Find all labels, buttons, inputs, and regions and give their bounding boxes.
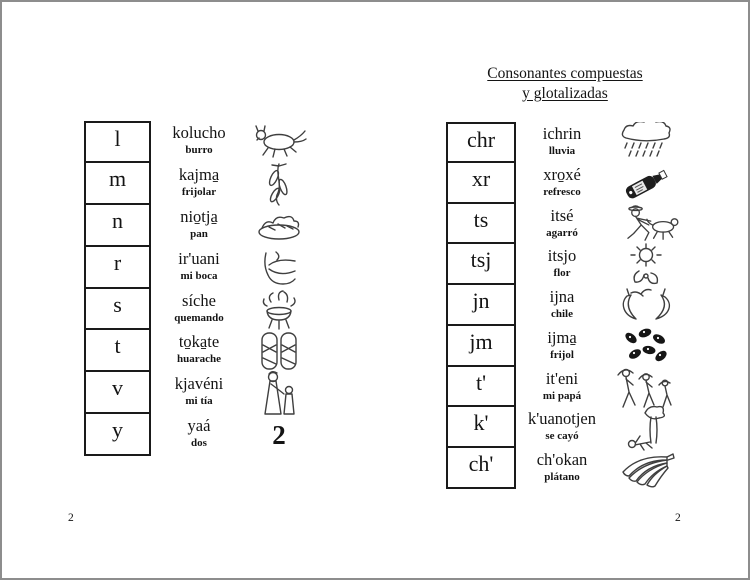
page-number-left: 2 (68, 512, 74, 524)
word-gloss: frijol (550, 348, 574, 361)
table-row (446, 326, 684, 367)
bananas-illustration (608, 448, 684, 489)
numeral-two: 2 (272, 419, 286, 450)
table-row (446, 204, 684, 245)
word-text: to̱ka̱te (178, 332, 220, 352)
word-text: nio̱tja̱ (180, 206, 218, 226)
word-gloss: mi boca (180, 269, 218, 282)
letter-label: xr (471, 165, 491, 191)
compound-consonants-table (446, 122, 684, 489)
beans-illustration (608, 326, 684, 367)
word-cell (516, 122, 608, 163)
word-cell (516, 367, 608, 408)
letter-cell (84, 328, 151, 372)
word-gloss: se cayó (545, 430, 579, 443)
letter-label: jm (469, 328, 493, 354)
word-text: ch'okan (536, 450, 588, 470)
donkey-illustration (247, 121, 311, 163)
burning-pot-illustration (247, 289, 311, 331)
section-header (445, 64, 685, 104)
word-text: xro̱xé (543, 164, 581, 184)
man-catching-animal-illustration (608, 204, 684, 245)
letter-label: t (114, 333, 121, 359)
word-gloss: dos (191, 437, 207, 450)
letter-cell (446, 405, 516, 448)
word-cell (151, 163, 247, 205)
word-text: ijna (549, 287, 575, 307)
mouth-illustration (247, 247, 311, 289)
letter-label: n (112, 207, 123, 233)
letter-label: r (113, 249, 122, 275)
letter-label: t' (475, 369, 487, 395)
letter-cell (84, 161, 151, 205)
word-text: it'eni (545, 368, 579, 388)
table-row (84, 330, 311, 372)
letter-label: chr (466, 127, 496, 152)
letter-cell (446, 446, 516, 489)
word-gloss: pan (190, 227, 208, 240)
word-gloss: frijolar (181, 185, 217, 198)
word-gloss: quemando (174, 311, 224, 324)
table-row (446, 163, 684, 204)
word-cell (516, 448, 608, 489)
page-number-right: 2 (675, 512, 681, 524)
word-text: ichrin (542, 124, 582, 143)
word-cell (516, 244, 608, 285)
bean-plant-illustration (247, 163, 311, 205)
word-gloss: chile (551, 308, 573, 321)
chili-peppers-illustration (608, 285, 684, 326)
word-cell (516, 204, 608, 245)
word-cell (516, 285, 608, 326)
table-row (84, 247, 311, 289)
letter-cell (446, 202, 516, 245)
letter-label: ts (473, 206, 489, 232)
word-text: k'uanotjen (527, 409, 597, 429)
table-row (446, 122, 684, 163)
word-cell (516, 163, 608, 204)
word-text: kajma̱ (178, 164, 220, 184)
table-row (84, 289, 311, 331)
word-gloss: flor (553, 267, 571, 280)
word-gloss: refresco (543, 185, 581, 198)
word-cell (151, 330, 247, 372)
word-cell (151, 372, 247, 414)
word-cell (151, 414, 247, 456)
letter-cell (84, 121, 151, 163)
table-row (84, 163, 311, 205)
rain-cloud-illustration (608, 122, 684, 163)
letter-cell (446, 283, 516, 326)
letter-label: m (108, 165, 127, 191)
word-cell (151, 289, 247, 331)
table-row (84, 121, 311, 163)
word-cell (151, 121, 247, 163)
word-text: ijma̱ (547, 327, 577, 347)
word-cell (516, 326, 608, 367)
letter-cell (446, 161, 516, 204)
word-text: kolucho (172, 123, 226, 142)
letter-cell (446, 242, 516, 285)
word-gloss: lluvia (548, 145, 576, 157)
person-fallen-by-tree-illustration (608, 407, 684, 448)
word-gloss: plátano (544, 471, 580, 484)
letter-label: y (112, 417, 123, 443)
table-row (84, 205, 311, 247)
word-text: itsé (550, 205, 574, 225)
word-cell (151, 247, 247, 289)
word-gloss: mi papá (542, 389, 582, 402)
simple-consonants-table (84, 121, 311, 456)
letter-label: v (112, 375, 123, 401)
word-text: kjavéni (174, 374, 224, 394)
table-row (84, 372, 311, 414)
table-row (446, 407, 684, 448)
section-header-line1: Consonantes compuestas (487, 65, 643, 82)
letter-cell (446, 122, 516, 163)
letter-label: jn (472, 288, 490, 314)
word-gloss: burro (185, 144, 213, 156)
word-text: ir'uani (178, 248, 220, 268)
word-gloss: huarache (177, 353, 221, 366)
letter-cell (84, 287, 151, 331)
aunt-and-child-illustration (247, 372, 311, 414)
letter-cell (84, 412, 151, 456)
word-gloss: mi tía (185, 395, 213, 408)
section-header-line2: y glotalizadas (522, 85, 608, 102)
letter-label: l (114, 126, 121, 151)
word-text: síche (182, 290, 216, 310)
flower-illustration (608, 244, 684, 285)
soda-bottle-illustration (608, 163, 684, 204)
word-text: yaá (187, 416, 211, 436)
word-gloss: agarró (546, 226, 578, 239)
word-cell (516, 407, 608, 448)
table-row (446, 367, 684, 408)
letter-label: ch' (468, 451, 494, 477)
people-carrying-illustration (608, 367, 684, 408)
letter-cell (446, 324, 516, 367)
sandals-illustration (247, 330, 311, 372)
letter-label: tsj (470, 247, 492, 273)
letter-cell (84, 203, 151, 247)
letter-cell (84, 370, 151, 414)
bread-basket-illustration (247, 205, 311, 247)
table-row (446, 285, 684, 326)
letter-label: s (113, 291, 122, 317)
table-row (84, 414, 311, 456)
word-text: itsjo (547, 246, 577, 266)
letter-label: k' (473, 410, 489, 436)
letter-cell (446, 365, 516, 408)
letter-cell (84, 245, 151, 289)
word-cell (151, 205, 247, 247)
table-row (446, 448, 684, 489)
numeral-two-illustration (247, 414, 311, 456)
table-row (446, 244, 684, 285)
